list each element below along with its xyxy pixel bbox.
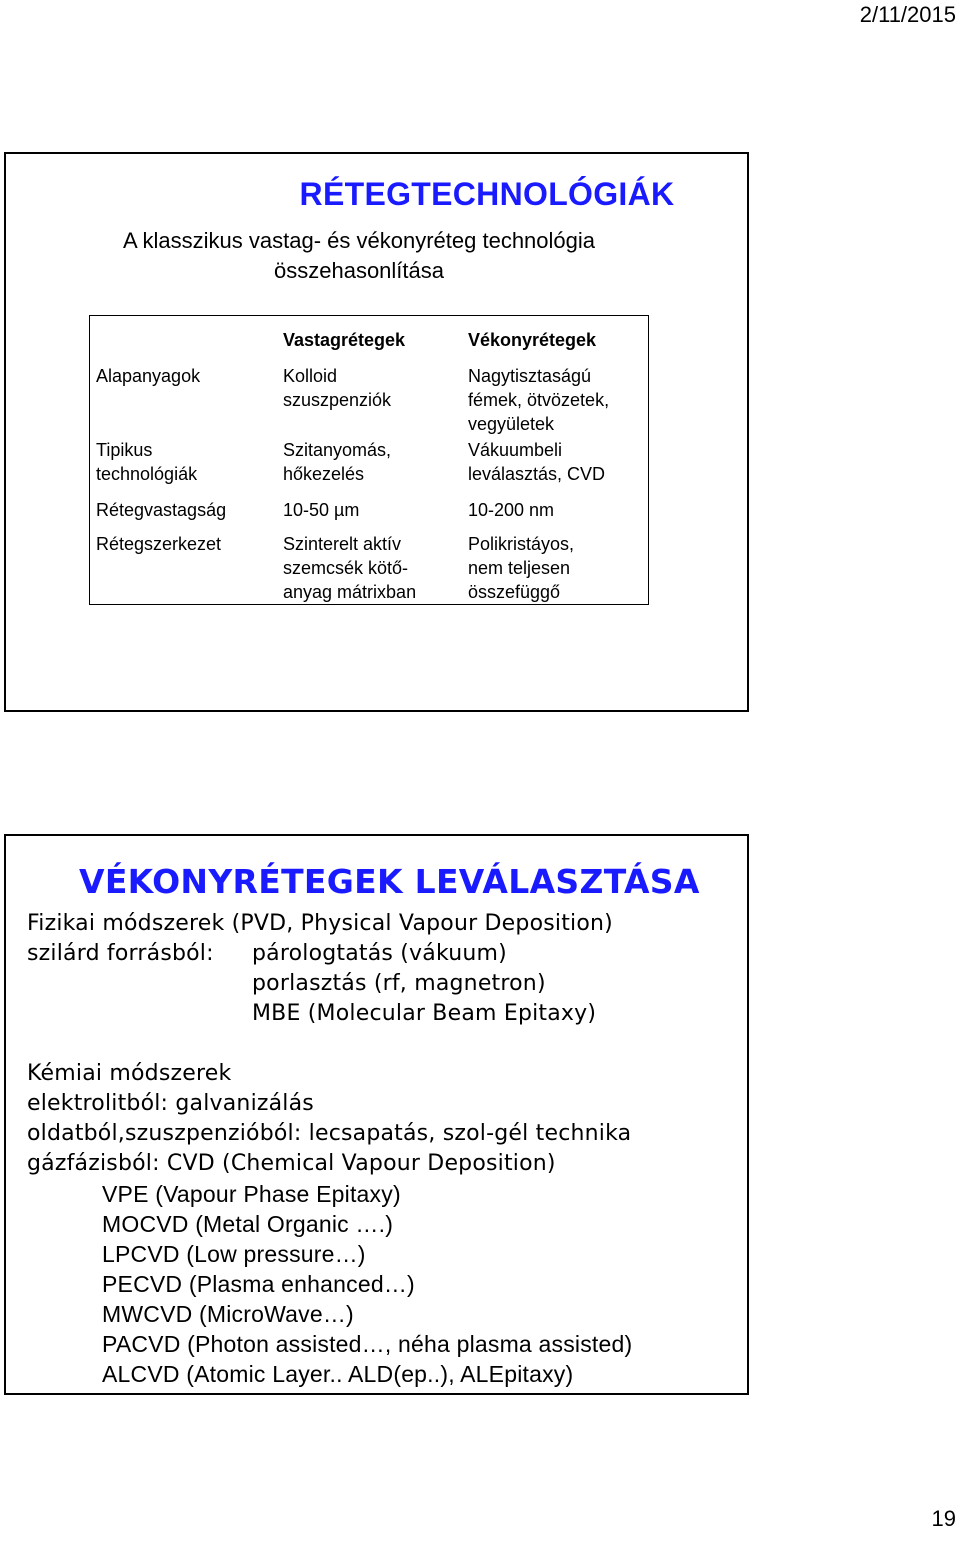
solid-source-label: szilárd forrásból: bbox=[27, 941, 214, 966]
comparison-table bbox=[89, 315, 649, 605]
slide1-subtitle bbox=[0, 226, 718, 286]
cvd-variant-item: MOCVD (Metal Organic ….) bbox=[102, 1211, 394, 1237]
solid-method-item: MBE (Molecular Beam Epitaxy) bbox=[252, 1001, 597, 1026]
slide1-subtitle-line2: összehasonlítása bbox=[274, 258, 444, 283]
solution-line: oldatból,szuszpenzióból: lecsapatás, szol-gél technika bbox=[27, 1121, 632, 1146]
cvd-variant-item: VPE (Vapour Phase Epitaxy) bbox=[102, 1181, 401, 1207]
gas-phase-line: gázfázisból: CVD (Chemical Vapour Deposition) bbox=[27, 1151, 556, 1176]
table-header-thick: Vastagrétegek bbox=[283, 330, 406, 350]
table-cell-label: Tipikus technológiák bbox=[96, 440, 198, 484]
electrolyte-line: elektrolitból: galvanizálás bbox=[27, 1091, 314, 1116]
cvd-variant-item: PECVD (Plasma enhanced…) bbox=[102, 1271, 415, 1297]
slide1-subtitle-line1: A klasszikus vastag- és vékonyréteg technológia bbox=[122, 228, 596, 253]
table-cell-thick: Szitanyomás, hőkezelés bbox=[283, 440, 392, 484]
table-cell-thin: Nagytisztaságú fémek, ötvözetek, vegyületek bbox=[468, 366, 610, 434]
table-cell-label: Rétegszerkezet bbox=[96, 534, 222, 554]
table-cell-thin: 10-200 nm bbox=[468, 500, 555, 520]
cvd-variant-item: LPCVD (Low pressure…) bbox=[102, 1241, 366, 1267]
table-cell-thick: Kolloid szuszpenziók bbox=[283, 366, 392, 410]
table-header-empty bbox=[90, 316, 278, 365]
table-row bbox=[90, 438, 649, 498]
table-header-row bbox=[90, 316, 649, 365]
slide2-title: VÉKONYRÉTEGEK LEVÁLASZTÁSA bbox=[79, 862, 700, 901]
physical-methods-heading: Fizikai módszerek (PVD, Physical Vapour Deposition) bbox=[27, 911, 613, 936]
cvd-variant-item: MWCVD (MicroWave…) bbox=[102, 1301, 354, 1327]
solid-method-item: porlasztás (rf, magnetron) bbox=[252, 971, 546, 996]
table-cell-thick: Szinterelt aktív szemcsék kötő- anyag mátrixban bbox=[283, 534, 417, 602]
table-cell-thin: Vákuumbeli leválasztás, CVD bbox=[468, 440, 606, 484]
table-cell-label: Alapanyagok bbox=[96, 366, 201, 386]
page-number: 19 bbox=[931, 1506, 956, 1531]
slide1-title: RÉTEGTECHNOLÓGIÁK bbox=[299, 176, 675, 212]
chemical-methods-heading: Kémiai módszerek bbox=[27, 1061, 232, 1086]
cvd-variant-item: PACVD (Photon assisted…, néha plasma assisted) bbox=[102, 1331, 633, 1357]
table-row bbox=[90, 364, 649, 438]
table-cell-label: Rétegvastagság bbox=[96, 500, 227, 520]
page-date: 2/11/2015 bbox=[859, 2, 956, 27]
table-header-thin: Vékonyrétegek bbox=[468, 330, 597, 350]
table-cell-thin: Polikristáyos, nem teljesen összefüggő bbox=[468, 534, 575, 602]
table-row bbox=[90, 532, 649, 605]
cvd-variant-item: ALCVD (Atomic Layer.. ALD(ep..), ALEpitaxy) bbox=[102, 1361, 574, 1387]
solid-method-item: párologtatás (vákuum) bbox=[252, 941, 507, 966]
table-cell-thick: 10-50 µm bbox=[283, 500, 360, 520]
table-row bbox=[90, 498, 649, 532]
